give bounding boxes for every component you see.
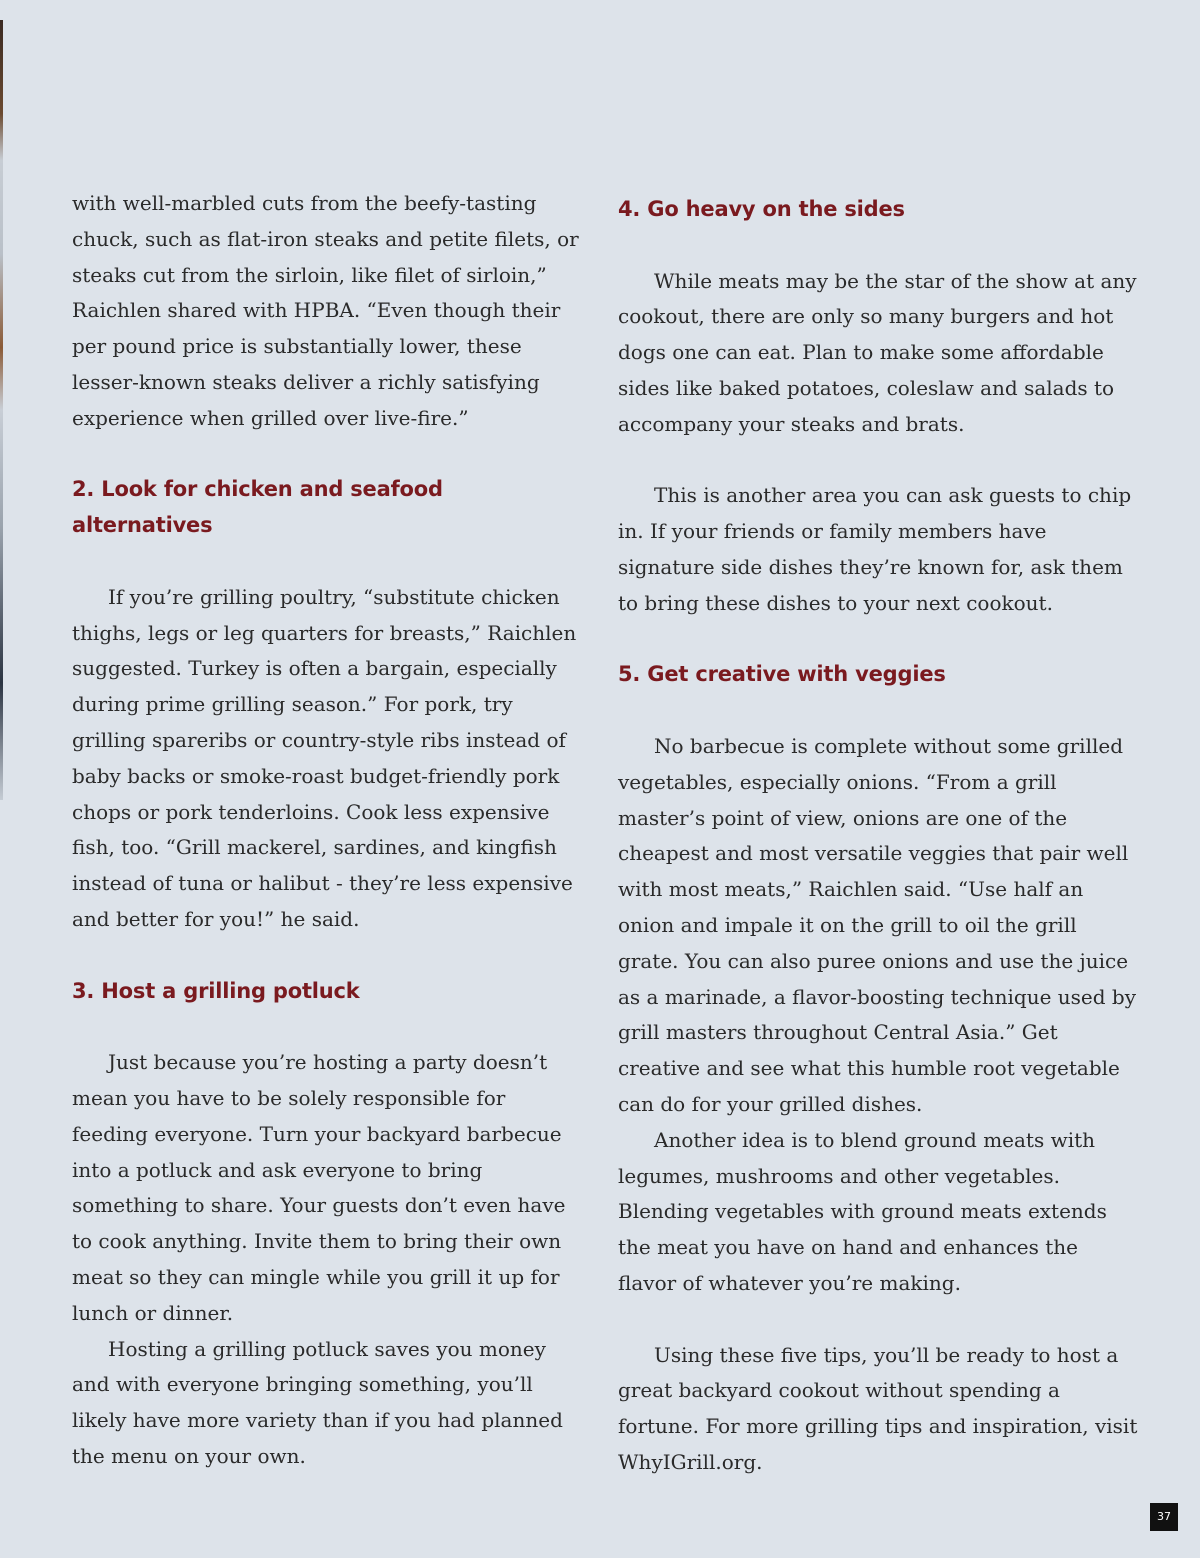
section-4-paragraph-1: While meats may be the star of the show at any cookout, there are only so many burgers and hot dogs one can eat. Plan to make some affordable sides like baked potatoes, coleslaw and salads to accompany your steaks and brats.	[618, 268, 1137, 436]
section-3-heading: 3. Host a grilling potluck	[72, 978, 360, 1003]
section-2-heading: 2. Look for chicken and seafood alternatives	[72, 477, 443, 538]
right-column	[618, 192, 1138, 1481]
left-column	[72, 186, 587, 1475]
closing-paragraph: Using these five tips, you’ll be ready to host a great backyard cookout without spending a fortune. For more grilling tips and inspiration, visit WhyIGrill.org.	[618, 1342, 1138, 1474]
intro-paragraph: with well-marbled cuts from the beefy-tasting chuck, such as flat-iron steaks and petite filets, or steaks cut from the sirloin, like filet of sirloin,” Raichlen shared with HPBA. “Even though their per pound price is substantially lower, these lesser-known steaks deliver a richly satisfying experience when grilled over live-fire.”	[72, 191, 579, 430]
adjacent-page-edge	[0, 20, 3, 800]
section-5-paragraph-1: No barbecue is complete without some grilled vegetables, especially onions. “From a grill master’s point of view, onions are one of the cheapest and most versatile veggies that pair well with most meats,” Raichlen said. “Use half an onion and impale it on the grill to oil the grill grate. You can also puree onions and use the juice as a marinade, a flavor-boosting technique used by grill masters throughout Central Asia.” Get creative and see what this humble root vegetable can do for your grilled dishes.	[618, 733, 1137, 1116]
section-4-paragraph-2: This is another area you can ask guests to chip in. If your friends or family members have signature side dishes they’re known for, ask them to bring these dishes to your next cookout.	[618, 483, 1132, 615]
section-4-heading: 4. Go heavy on the sides	[618, 197, 905, 221]
section-3-paragraph-2: Hosting a grilling potluck saves you money and with everyone bringing something, you’ll likely have more variety than if you had planned the menu on your own.	[72, 1336, 563, 1468]
section-2-paragraph: If you’re grilling poultry, “substitute chicken thighs, legs or leg quarters for breasts,” Raichlen suggested. Turkey is often a bargain, especially during prime grilling season.” For pork, try grilling spareribs or country-style ribs instead of baby backs or smoke-roast budget-friendly pork chops or pork tenderloins. Cook less expensive fish, too. “Grill mackerel, sardines, and kingfish instead of tuna or halibut - they’re less expensive and better for you!” he said.	[72, 584, 577, 931]
section-5-paragraph-2: Another idea is to blend ground meats with legumes, mushrooms and other vegetables. Blending vegetables with ground meats extends the meat you have on hand and enhances the flavor of whatever you’re making.	[618, 1127, 1107, 1295]
section-5-heading: 5. Get creative with veggies	[618, 662, 946, 687]
page-number-badge: 37	[1150, 1503, 1178, 1531]
section-3-paragraph-1: Just because you’re hosting a party doesn’t mean you have to be solely responsible for feeding everyone. Turn your backyard barbecue into a potluck and ask everyone to bring something to share. Your guests don’t even have to cook anything. Invite them to bring their own meat so they can mingle while you grill it up for lunch or dinner.	[72, 1050, 566, 1325]
